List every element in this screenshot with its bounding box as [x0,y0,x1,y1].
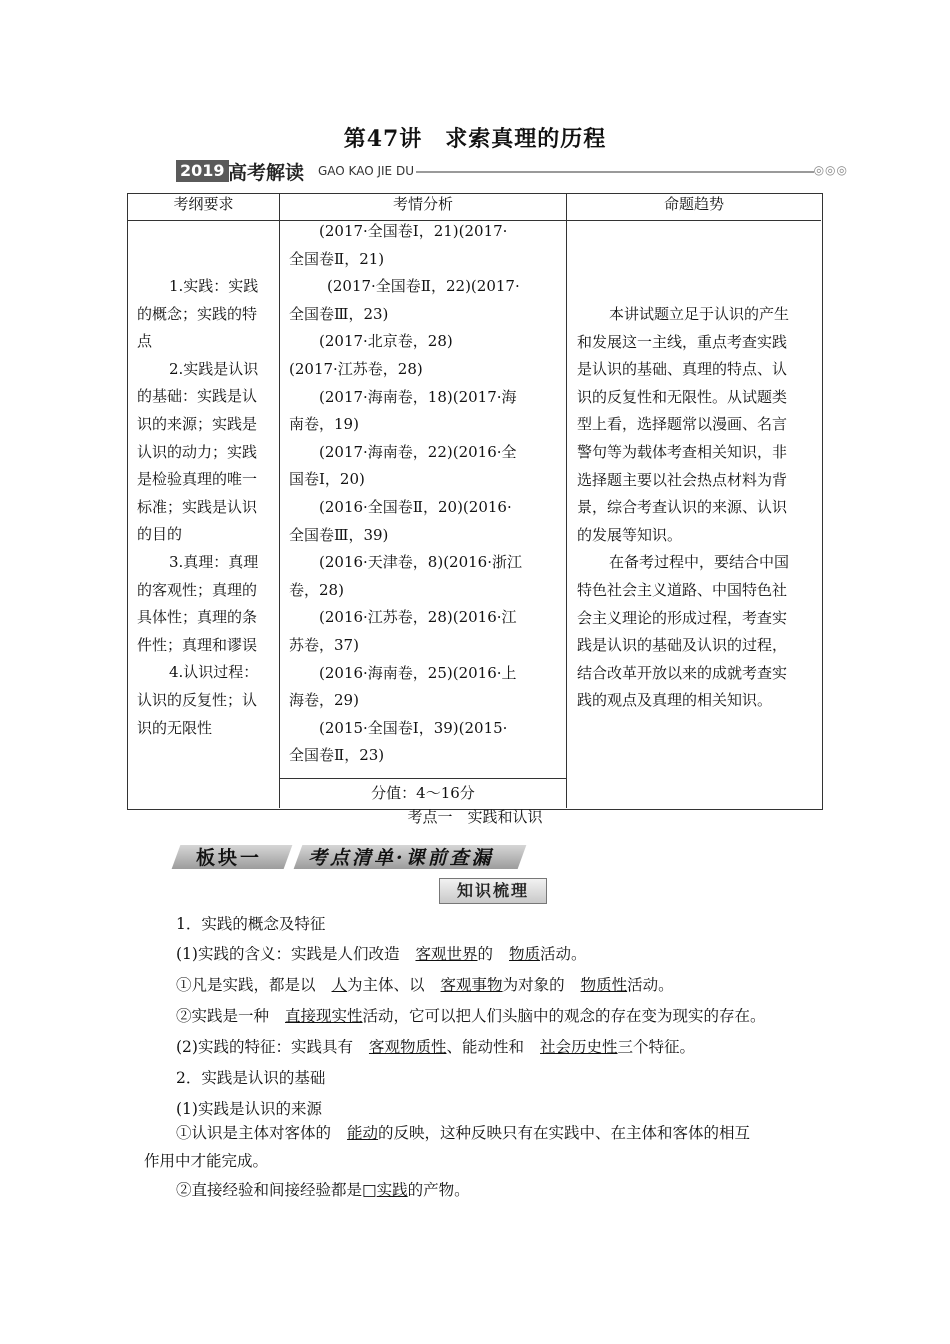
table-col-analysis [289,218,565,770]
table-col-divider-2 [566,193,567,808]
analysis-line: (2017·江苏卷，28) [289,359,423,378]
req-line: 认识的反复性；认 [137,690,258,709]
text: 、能动性和 [446,1038,524,1056]
req-line: 件性；真理和谬误 [137,635,258,654]
kaodian-heading: 考点一 实践和认识 [407,808,543,826]
req-line: 1.实践：实践 [169,277,259,295]
banner [176,160,848,182]
answer-blank: 物质性 [580,976,628,994]
analysis-line: 苏卷，37) [289,635,359,654]
answer-blank: 社会历史性 [540,1038,618,1056]
req-line: 的客观性；真理的 [137,580,258,599]
section-banner [176,842,524,872]
section-banner-left: 板块一 [196,847,263,869]
text: (1)实践的含义：实践是人们改造 [176,945,400,963]
text: ①凡是实践，都是以 [176,976,316,994]
analysis-line: 国卷Ⅰ，20) [289,470,365,489]
analysis-line: (2017·全国卷Ⅰ，21)(2017· [319,222,508,240]
req-line: 认识的动力；实践 [137,442,258,461]
para-cognition-cont [144,1149,268,1171]
analysis-line: (2016·天津卷，8)(2016·浙江 [319,553,522,572]
banner-pinyin: GAO KAO JIE DU [318,164,414,178]
para-cognition [176,1121,750,1143]
text: 活动。 [540,945,587,963]
trend-line: 型上看，选择题常以漫画、名言 [577,415,788,434]
trend-line: 景，综合考查认识的来源、认识 [577,498,788,517]
knowledge-label: 知识梳理 [439,878,547,904]
trend-line: 特色社会主义道路、中国特色社 [577,580,788,599]
req-line: 具体性；真理的条 [137,608,258,627]
para-practice-subject [176,973,674,995]
req-line: 点 [137,332,153,351]
req-line: 识的来源；实践是 [137,414,258,433]
text: 的 [477,945,493,963]
section-2-heading [176,1066,325,1088]
text: 活动，它可以把人们头脑中的观念的存在变为现实的存在。 [362,1007,766,1025]
text: (1)实践是认识的来源 [176,1100,322,1118]
analysis-line: (2017·全国卷Ⅱ，22)(2017· [327,277,520,296]
answer-blank: 物质 [509,945,541,963]
answer-blank: 直接现实性 [285,1007,363,1025]
table-header-2: 考情分析 [392,195,453,213]
trend-line: 识的反复性和无限性。从试题类 [577,387,788,406]
para-practice-features [176,1035,695,1057]
text: 的产物。 [407,1181,470,1199]
table-col-divider-1 [279,193,280,808]
trend-line: 本讲试题立足于认识的产生 [609,305,790,323]
analysis-line: 海卷，29) [289,691,359,710]
req-line: 的概念；实践的特 [137,304,258,323]
analysis-line: (2017·北京卷，28) [319,332,453,351]
text: 2．实践是认识的基础 [176,1069,326,1087]
text: 活动。 [627,976,674,994]
analysis-line: 全国卷Ⅱ，21) [289,249,385,268]
banner-rule [416,171,814,173]
answer-blank: 客观物质性 [368,1038,447,1056]
text: 1．实践的概念及特征 [176,915,326,933]
trend-line: 选择题主要以社会热点材料为背 [577,470,788,489]
analysis-line: 卷，28) [289,580,344,599]
req-line: 4.认识过程： [169,663,259,682]
text: ②实践是一种 [176,1007,270,1025]
answer-blank: 客观事物 [440,976,503,994]
score-value: 分值：4～16分 [371,784,475,802]
analysis-line: (2017·海南卷，18)(2017·海 [319,387,517,406]
analysis-line: (2015·全国卷Ⅰ，39)(2015· [319,718,508,737]
analysis-line: 南卷，19) [289,415,359,434]
analysis-line: 全国卷Ⅲ，39) [289,525,389,544]
para-source [176,1097,322,1119]
analysis-line: 全国卷Ⅱ，23) [289,746,385,765]
req-line: 识的无限性 [137,718,213,737]
table-col-requirements [137,273,277,742]
trend-line: 会主义理论的形成过程，考查实 [577,608,788,627]
answer-blank: 能动 [347,1124,379,1142]
table-col-trend [577,301,817,715]
req-line: 标准；实践是认识 [137,497,258,516]
req-line: 的目的 [137,525,183,544]
trend-line: 的发展等知识。 [577,525,683,544]
req-line: 的基础：实践是认 [137,387,258,406]
trend-line: 在备考过程中，要结合中国 [609,553,790,572]
text: 为对象的 [502,976,565,994]
req-line: 3.真理：真理 [169,552,259,571]
text: 作用中才能完成。 [144,1152,269,1170]
section-banner-right: 考点清单·课前查漏 [308,847,494,869]
trend-line: 警句等为载体考查相关知识，非 [577,442,788,461]
page-title: 第47讲 求索真理的历程 [343,126,607,152]
para-experience [176,1178,470,1200]
section-1-heading [176,912,325,934]
trend-line: 是认识的基础、真理的特点、认 [577,360,788,379]
text: ①认识是主体对客体的 [176,1124,332,1142]
banner-title: 高考解读 [228,162,305,184]
analysis-line: (2017·海南卷，22)(2016·全 [319,442,517,461]
table-header-3: 命题趋势 [663,195,724,213]
req-line: 2.实践是认识 [169,359,259,378]
text: 为主体、以 [347,976,425,994]
trend-line: 和发展这一主线，重点考查实践 [577,332,788,351]
para-practice-meaning [176,942,587,964]
table-header-1: 考纲要求 [173,195,234,213]
trend-line: 践的观点及真理的相关知识。 [577,691,773,710]
req-line: 是检验真理的唯一 [137,470,258,489]
answer-blank: 客观世界 [415,945,478,963]
analysis-line: (2016·海南卷，25)(2016·上 [319,663,517,682]
analysis-line: 全国卷Ⅲ，23) [289,304,389,323]
text: 的反映，这种反映只有在实践中、在主体和客体的相互 [378,1124,751,1142]
text: (2)实践的特征：实践具有 [176,1038,353,1056]
text: 三个特征。 [617,1038,696,1056]
banner-dots-icon: ◎◎◎ [813,163,848,177]
answer-blank: 人 [331,976,348,994]
trend-line: 践是认识的基础及认识的过程， [577,636,788,655]
text: ②直接经验和间接经验都是□ [176,1181,377,1199]
trend-line: 结合改革开放以来的成就考查实 [577,663,788,682]
analysis-line: (2016·全国卷Ⅱ，20)(2016· [319,497,512,516]
answer-blank: 实践 [376,1181,408,1199]
para-practice-direct [176,1004,766,1026]
banner-year: 2019 [176,160,229,182]
analysis-line: (2016·江苏卷，28)(2016·江 [319,608,517,627]
